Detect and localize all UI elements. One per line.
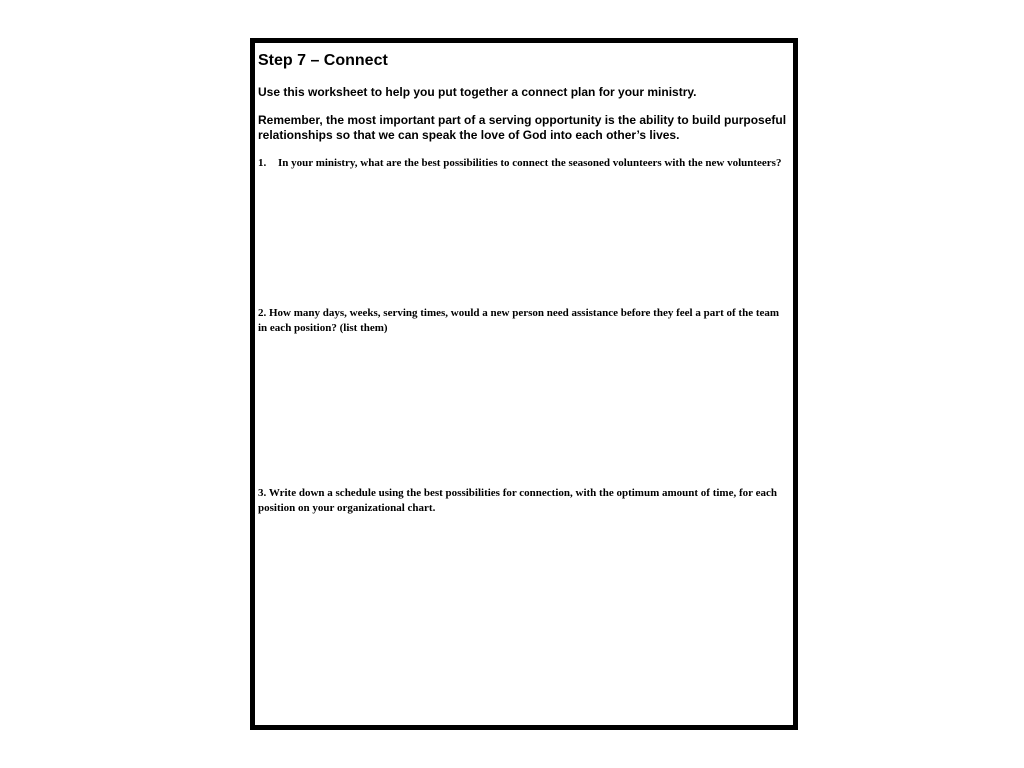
question-3-number: 3. [258, 487, 267, 499]
question-2-number: 2. [258, 307, 267, 319]
question-1-text: In your ministry, what are the best possibilities to connect the seasoned volunteers with the new volunteers? [278, 157, 782, 169]
worksheet-intro: Use this worksheet to help you put together a connect plan for your ministry. [258, 85, 697, 99]
worksheet-reminder: Remember, the most important part of a serving opportunity is the ability to build purposeful relationships so that we can speak the love of God into each other’s lives. [258, 113, 787, 142]
answer-area-3[interactable] [258, 521, 788, 716]
question-2-text: How many days, weeks, serving times, would a new person need assistance before they feel a part of the team in each position? (list them) [258, 307, 780, 334]
question-1-number: 1. [258, 157, 267, 169]
worksheet-title: Step 7 – Connect [258, 52, 388, 69]
question-1 [258, 156, 783, 171]
question-3-text: Write down a schedule using the best possibilities for connection, with the optimum amount of time, for each position on your organizational chart. [258, 487, 777, 514]
answer-area-1[interactable] [258, 191, 788, 299]
answer-area-2[interactable] [258, 341, 788, 479]
question-2 [258, 306, 788, 336]
worksheet-frame [250, 38, 798, 730]
question-3 [258, 486, 788, 516]
